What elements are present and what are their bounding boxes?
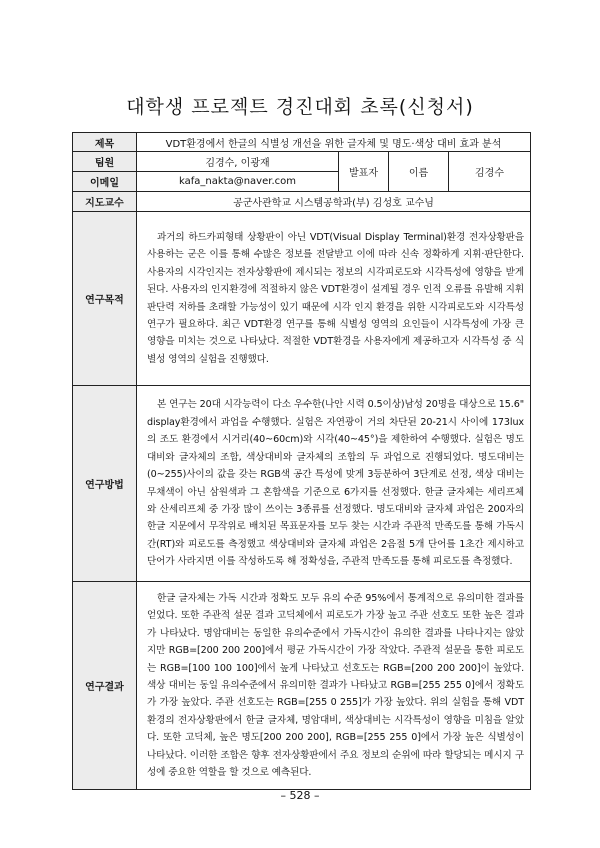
email-value: kafa_nakta@naver.com xyxy=(137,172,339,192)
advisor-label: 지도교수 xyxy=(73,192,137,212)
application-form xyxy=(72,132,531,790)
team-label: 팀원 xyxy=(73,152,137,172)
result-text: 한글 글자체는 가독 시간과 정확도 모두 유의 수준 95%에서 통계적으로 유의미한 결과를 얻었다. 또한 주관적 설문 결과 고딕체에서 피로도가 가장 높고 주관 선호도 또한 높은 결과가 나타났다. 명암대비는 동일한 유의수준에서 가독시간이 유의한 결과를 나타나지는 않았지만 RGB=[200 200 200]에서 평균 가독시간이 가장 작았다. 주관적 설문을 통한 피로도는 RGB=[100 100 100]에서 높게 나타났고 선호도는 RGB=[200 200 200]이 높았다. 색상 대비는 동일 유의수준에서 유의미한 결과가 나타났고 RGB=[255 255 0]에서 정확도가 가장 높았다. 주관 선호도는 RGB=[255 0 255]가 가장 높았다. 위의 실험을 통해 VDT 환경의 전자상황판에서 한글 글자체, 명암대비, 색상대비는 시각특성이 영향을 미침을 알았다. 또한 고딕체, 높은 명도[200 200 200], RGB=[255 255 0]에서 가장 높은 식별성이 나타났다. 이러한 조합은 향후 전자상황판에서 주요 정보의 순위에 따라 할당되는 메시지 구성에 중요한 역할을 할 것으로 예측된다. xyxy=(147,593,525,779)
method-text: 본 연구는 20대 시각능력이 다소 우수한(나안 시력 0.5이상)남성 20명을 대상으로 15.6" display환경에서 과업을 수행했다. 실험은 자연광이 거의 차단된 20-21시 사이에 173lux의 조도 환경에서 시거리(40~60cm)와 시각(40~45°)을 제한하여 수행했다. 실험은 명도대비와 글자체의 조합, 색상대비와 글자체의 조합의 두 과업으로 진행되었다. 명도대비는 (0~255)사이의 값을 갖는 RGB색 공간 특성에 맞게 3등분하여 3단계로 선정, 색상 대비는 무채색이 아닌 삼원색과 그 혼합색을 기준으로 6가지를 선정했다. 한글 글자체는 세리프체와 산세리프체 중 가장 많이 쓰이는 3종류를 선정했다. 명도대비와 글자체 과업은 200자의 한글 지문에서 무작위로 배치된 목표문자를 모두 찾는 시간과 주관적 만족도를 통해 가독시간(RT)와 피로도를 측정했고 색상대비와 글자체 과업은 2음절 5개 단어를 1초간 제시하고 단어가 사라지면 이를 작성하도록 해 정확성을, 주관적 만족도를 통해 피로도를 측정했다. xyxy=(147,399,525,568)
presenter-label: 발표자 xyxy=(339,152,389,192)
subject-value: VDT환경에서 한글의 식별성 개선을 위한 글자체 및 명도·색상 대비 효과 분석 xyxy=(137,133,531,152)
subject-row xyxy=(73,133,531,152)
team-value: 김경수, 이광재 xyxy=(137,152,339,172)
method-label: 연구방법 xyxy=(73,386,137,582)
email-label: 이메일 xyxy=(73,172,137,192)
result-label: 연구결과 xyxy=(73,582,137,790)
name-label: 이름 xyxy=(389,152,449,192)
purpose-label: 연구목적 xyxy=(73,212,137,386)
subject-label: 제목 xyxy=(73,133,137,152)
advisor-value: 공군사관학교 시스템공학과(부) 김성호 교수님 xyxy=(137,192,531,212)
page-title: 대학생 프로젝트 경진대회 초록(신청서) xyxy=(126,96,474,118)
result-row xyxy=(73,582,531,790)
purpose-row xyxy=(73,212,531,386)
purpose-text: 과거의 하드카피형태 상황판이 아닌 VDT(Visual Display Terminal)환경 전자상황판을 사용하는 군은 이를 통해 수많은 정보를 전달받고 이에 따라 신속 정확하게 지휘·판단한다. 사용자의 시각인지는 전자상황판에 제시되는 정보의 시각피로도와 시각특성에 영향을 받게 된다. 사용자의 인지환경에 적절하지 않은 VDT환경이 설계될 경우 인적 오류를 유발해 지휘판단력 저하를 초래할 가능성이 있기 때문에 시각 인지 환경을 위한 시각피로도와 시각특성 연구가 필요하다. 최근 VDT환경 연구를 통해 식별성 영역의 요인들이 시각특성에 가장 큰 영향을 미치는 것으로 나타났다. 적절한 VDT환경을 사용자에게 제공하고자 시각특성 중 식별성 영역의 실험을 진행했다. xyxy=(147,231,525,365)
method-row xyxy=(73,386,531,582)
team-row xyxy=(73,152,531,172)
name-value: 김경수 xyxy=(449,152,531,192)
page-number: – 528 – xyxy=(280,789,320,802)
advisor-row xyxy=(73,192,531,212)
